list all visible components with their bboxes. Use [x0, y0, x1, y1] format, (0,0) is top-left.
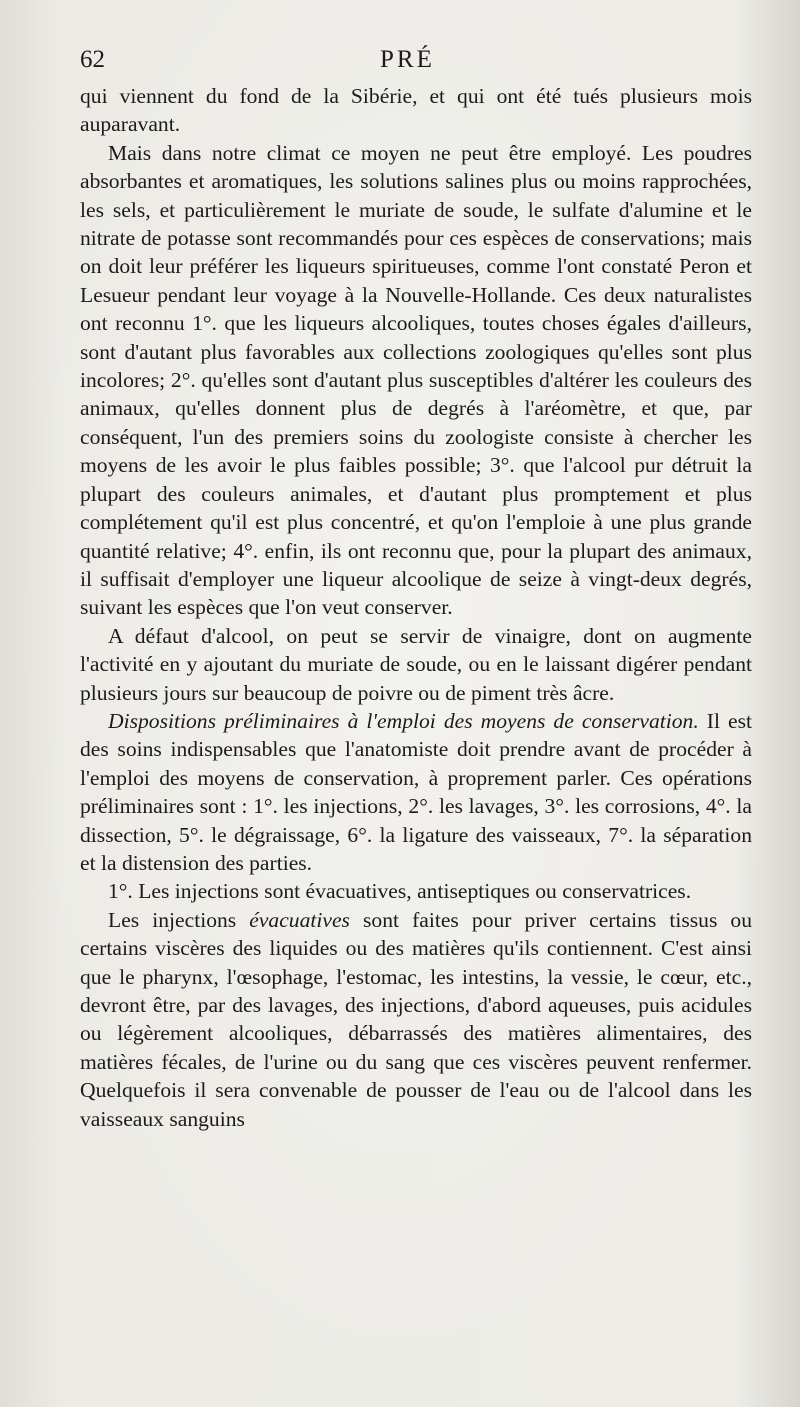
paragraph-injections-types: 1°. Les injections sont évacuatives, antiseptiques ou conservatrices.: [108, 879, 692, 904]
paragraph-continuation: qui viennent du fond de la Sibérie, et qui ont été tués plusieurs mois auparavant.: [80, 84, 752, 137]
page-header: [80, 46, 750, 82]
paragraph-climate-conservation: Mais dans notre climat ce moyen ne peut être employé. Les poudres absorbantes et aromatiques, les solutions salines plus ou moins rapprochées, les sels, et particulièrement le muriate de soude, le sulfate d'alumine et le nitrate de potasse sont recommandés pour ces espèces de conservations; mais on doit leur préférer les liqueurs spiritueuses, comme l'ont constaté Peron et Lesueur pendant leur voyage à la Nouvelle-Hollande. Ces deux naturalistes ont reconnu 1°. que les liqueurs alcooliques, toutes choses égales d'ailleurs, sont d'autant plus favorables aux collections zoologiques qu'elles sont plus incolores; 2°. qu'elles sont d'autant plus susceptibles d'altérer les couleurs des animaux, qu'elles donnent plus de degrés à l'aréomètre, et que, par conséquent, l'un des premiers soins du zoologiste consiste à chercher les moyens de les avoir le plus faibles possible; 3°. que l'alcool pur détruit la plupart des couleurs animales, et d'autant plus promptement et plus complétement qu'il est plus concentré, et qu'on l'emploie à une plus grande quantité relative; 4°. enfin, ils ont reconnu que, pour la plupart des animaux, il suffisait d'employer une liqueur alcoolique de seize à vingt-deux degrés, suivant les espèces que l'on veut conserver.: [80, 140, 752, 620]
page-number: 62: [80, 46, 105, 73]
section-heading-dispositions: Dispositions préliminaires à l'emploi des moyens de conservation.: [108, 708, 699, 733]
evacuative-text-start: Les injections: [108, 907, 250, 932]
paragraph-vinegar-alternative: A défaut d'alcool, on peut se servir de vinaigre, dont on augmente l'activité en y ajoutant du muriate de soude, ou en le laissant digérer pendant plusieurs jours sur beaucoup de poivre ou de piment très âcre.: [80, 623, 752, 705]
running-title: PRÉ: [380, 46, 435, 73]
body-text: [80, 82, 752, 1133]
paragraph-evacuative-injections: [80, 906, 752, 1133]
paragraph-preliminary-dispositions: [80, 707, 752, 877]
evacuative-text-rest: sont faites pour priver certains tissus ou certains viscères des liquides ou des matières qu'ils contiennent. C'est ainsi que le pharynx, l'œsophage, l'estomac, les intestins, la vessie, le cœur, etc., devront être, par des lavages, des injections, d'abord aqueuses, puis acidules ou légèrement alcooliques, débarrassés des matières alimentaires, des matières fécales, de l'urine ou du sang que ces viscères peuvent renfermer. Quelquefois il sera convenable de pousser de l'eau ou de l'alcool dans les vaisseaux sanguins: [80, 907, 752, 1131]
preliminary-dispositions-text: Il est des soins indispensables que l'anatomiste doit prendre avant de procéder à l'emploi des moyens de conservation, à proprement parler. Ces opérations préliminaires sont : 1°. les injections, 2°. les lavages, 3°. les corrosions, 4°. la dissection, 5°. le dégraissage, 6°. la ligature des vaisseaux, 7°. la séparation et la distension des parties.: [80, 708, 752, 875]
evacuative-term: évacuatives: [249, 907, 350, 932]
